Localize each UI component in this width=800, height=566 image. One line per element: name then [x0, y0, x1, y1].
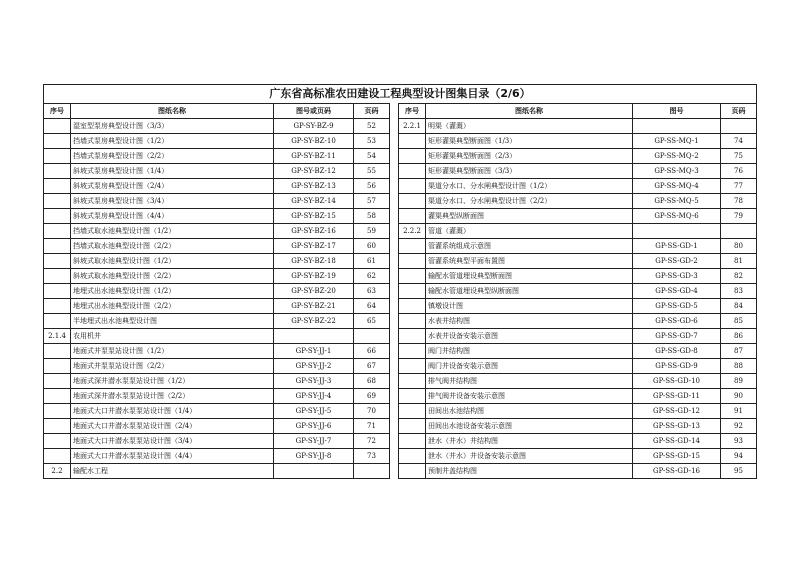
drawing-code: GP-SS-GD-12 [633, 404, 721, 419]
page-number: 93 [721, 434, 757, 449]
page-number: 78 [721, 194, 757, 209]
table-row [399, 434, 757, 449]
drawing-name: 斜坡式取水池典型设计图（2/2） [71, 269, 274, 284]
row-number [44, 374, 71, 389]
drawing-name: 挡墙式取水池典型设计图（2/2） [71, 239, 274, 254]
drawing-name: 明渠（灌溉） [426, 119, 633, 134]
catalog-sheet [43, 84, 757, 479]
drawing-name: 地面式大口井潜水泵泵站设计图（2/4） [71, 419, 274, 434]
row-number [44, 134, 71, 149]
drawing-code: GP-SS-GD-7 [633, 329, 721, 344]
header-name: 图纸名称 [71, 104, 274, 119]
drawing-name: 地埋式出水池典型设计图（2/2） [71, 299, 274, 314]
table-row [44, 344, 390, 359]
row-number [44, 389, 71, 404]
drawing-name: 输配水管道埋设典型纵断面图 [426, 284, 633, 299]
drawing-code: GP-SY-JJ-1 [274, 344, 354, 359]
page-number: 91 [721, 404, 757, 419]
drawing-name: 地面式深井潜水泵泵站设计图（2/2） [71, 389, 274, 404]
row-number [44, 119, 71, 134]
drawing-code: GP-SS-GD-8 [633, 344, 721, 359]
drawing-name: 地面式大口井潜水泵泵站设计图（4/4） [71, 449, 274, 464]
page-number: 75 [721, 149, 757, 164]
row-number [44, 314, 71, 329]
row-number [399, 449, 426, 464]
table-row [399, 284, 757, 299]
table-row [44, 389, 390, 404]
drawing-name: 斜坡式泵房典型设计图（3/4） [71, 194, 274, 209]
drawing-code: GP-SS-GD-4 [633, 284, 721, 299]
drawing-name: 渠道分水口、分水闸典型设计图（1/2） [426, 179, 633, 194]
row-number [399, 374, 426, 389]
row-number [44, 254, 71, 269]
drawing-code: GP-SY-BZ-20 [274, 284, 354, 299]
row-number: 2.2.1 [399, 119, 426, 134]
table-row [399, 164, 757, 179]
drawing-name: 管道（灌溉） [426, 224, 633, 239]
drawing-code: GP-SS-GD-15 [633, 449, 721, 464]
drawing-name: 挡墙式泵房典型设计图（1/2） [71, 134, 274, 149]
drawing-code: GP-SS-MQ-3 [633, 164, 721, 179]
drawing-code: GP-SY-JJ-8 [274, 449, 354, 464]
drawing-code: GP-SS-MQ-1 [633, 134, 721, 149]
page-number: 86 [721, 329, 757, 344]
table-row [399, 179, 757, 194]
drawing-name: 排气阀井结构图 [426, 374, 633, 389]
row-number [399, 179, 426, 194]
right-header-row [399, 104, 757, 119]
drawing-name: 矩形灌渠典型断面图（3/3） [426, 164, 633, 179]
row-number [44, 269, 71, 284]
page-number: 54 [354, 149, 390, 164]
table-row [399, 239, 757, 254]
row-number [44, 449, 71, 464]
table-row [399, 209, 757, 224]
drawing-code: GP-SS-GD-1 [633, 239, 721, 254]
drawing-name: 阀门井结构图 [426, 344, 633, 359]
drawing-code: GP-SY-BZ-15 [274, 209, 354, 224]
drawing-name: 斜坡式泵房典型设计图（1/4） [71, 164, 274, 179]
right-catalog-table [398, 103, 757, 479]
drawing-code: GP-SS-MQ-5 [633, 194, 721, 209]
table-row [399, 374, 757, 389]
table-row [399, 464, 757, 479]
drawing-name: 地面式井泵泵站设计图（1/2） [71, 344, 274, 359]
page-number: 68 [354, 374, 390, 389]
page-number: 67 [354, 359, 390, 374]
page-number [354, 464, 390, 479]
row-number [399, 299, 426, 314]
drawing-code: GP-SY-JJ-2 [274, 359, 354, 374]
drawing-code [274, 329, 354, 344]
table-row [44, 329, 390, 344]
row-number [44, 299, 71, 314]
row-number [44, 194, 71, 209]
row-number [44, 179, 71, 194]
drawing-code: GP-SY-BZ-13 [274, 179, 354, 194]
row-number [44, 164, 71, 179]
page-number: 69 [354, 389, 390, 404]
table-row [399, 359, 757, 374]
row-number [44, 149, 71, 164]
row-number [44, 359, 71, 374]
drawing-name: 地埋式出水池典型设计图（1/2） [71, 284, 274, 299]
drawing-name: 湿室型泵房典型设计图（3/3） [71, 119, 274, 134]
row-number [44, 419, 71, 434]
table-row [44, 314, 390, 329]
row-number [399, 344, 426, 359]
page-number: 84 [721, 299, 757, 314]
page-number: 62 [354, 269, 390, 284]
drawing-code [633, 119, 721, 134]
drawing-name: 斜坡式取水池典型设计图（1/2） [71, 254, 274, 269]
drawing-code: GP-SS-GD-3 [633, 269, 721, 284]
row-number [399, 329, 426, 344]
page-number: 70 [354, 404, 390, 419]
page-number: 95 [721, 464, 757, 479]
table-row [44, 209, 390, 224]
table-row [399, 404, 757, 419]
drawing-name: 管灌系统典型平面布置图 [426, 254, 633, 269]
table-row [44, 149, 390, 164]
drawing-code: GP-SY-JJ-6 [274, 419, 354, 434]
page-number: 79 [721, 209, 757, 224]
drawing-name: 水表井设备安装示意图 [426, 329, 633, 344]
drawing-name: 矩形灌渠典型断面图（2/3） [426, 149, 633, 164]
row-number [399, 464, 426, 479]
drawing-code: GP-SY-JJ-3 [274, 374, 354, 389]
table-row [44, 119, 390, 134]
row-number [44, 404, 71, 419]
drawing-code [274, 464, 354, 479]
drawing-name: 田间出水池结构图 [426, 404, 633, 419]
page-number: 71 [354, 419, 390, 434]
table-row [44, 239, 390, 254]
drawing-code: GP-SS-GD-11 [633, 389, 721, 404]
row-number [44, 239, 71, 254]
table-row [44, 299, 390, 314]
table-row [44, 164, 390, 179]
header-page: 页码 [721, 104, 757, 119]
drawing-code: GP-SS-MQ-6 [633, 209, 721, 224]
drawing-code: GP-SS-GD-6 [633, 314, 721, 329]
row-number [399, 194, 426, 209]
drawing-name: 地面式井泵泵站设计图（2/2） [71, 359, 274, 374]
header-code: 图号或页码 [274, 104, 354, 119]
page-number: 85 [721, 314, 757, 329]
drawing-code: GP-SS-GD-5 [633, 299, 721, 314]
row-number [399, 164, 426, 179]
table-row [44, 374, 390, 389]
page-number [721, 224, 757, 239]
table-row [44, 449, 390, 464]
row-number [399, 254, 426, 269]
page-number: 90 [721, 389, 757, 404]
drawing-name: 斜坡式泵房典型设计图（4/4） [71, 209, 274, 224]
table-row [399, 314, 757, 329]
drawing-name: 预制井盖结构图 [426, 464, 633, 479]
row-number [399, 134, 426, 149]
row-number [44, 344, 71, 359]
page-number: 72 [354, 434, 390, 449]
drawing-name: 地面式深井潜水泵泵站设计图（1/2） [71, 374, 274, 389]
row-number: 2.1.4 [44, 329, 71, 344]
drawing-name: 泄水（井水）井结构图 [426, 434, 633, 449]
drawing-code: GP-SY-BZ-11 [274, 149, 354, 164]
page-number: 83 [721, 284, 757, 299]
page-number: 82 [721, 269, 757, 284]
page-number: 56 [354, 179, 390, 194]
header-no: 序号 [44, 104, 71, 119]
page-number: 94 [721, 449, 757, 464]
page-number: 77 [721, 179, 757, 194]
header-no: 序号 [399, 104, 426, 119]
page-number: 65 [354, 314, 390, 329]
table-row [44, 269, 390, 284]
row-number [399, 434, 426, 449]
page-number: 61 [354, 254, 390, 269]
page-number: 87 [721, 344, 757, 359]
page-number: 66 [354, 344, 390, 359]
page-number: 88 [721, 359, 757, 374]
table-row [399, 389, 757, 404]
row-number [399, 389, 426, 404]
drawing-name: 农用机井 [71, 329, 274, 344]
drawing-code: GP-SY-BZ-21 [274, 299, 354, 314]
drawing-name: 地面式大口井潜水泵泵站设计图（1/4） [71, 404, 274, 419]
table-row [44, 134, 390, 149]
row-number [44, 224, 71, 239]
page-number: 60 [354, 239, 390, 254]
drawing-code: GP-SS-GD-10 [633, 374, 721, 389]
row-number [399, 209, 426, 224]
page-number: 76 [721, 164, 757, 179]
drawing-name: 水表井结构图 [426, 314, 633, 329]
table-row [399, 344, 757, 359]
drawing-code: GP-SY-JJ-4 [274, 389, 354, 404]
row-number [44, 434, 71, 449]
page-number: 55 [354, 164, 390, 179]
drawing-name: 地面式大口井潜水泵泵站设计图（3/4） [71, 434, 274, 449]
table-row [44, 179, 390, 194]
left-catalog-table [43, 103, 390, 479]
drawing-code: GP-SS-GD-2 [633, 254, 721, 269]
drawing-name: 输配水工程 [71, 464, 274, 479]
drawing-code: GP-SY-BZ-18 [274, 254, 354, 269]
drawing-code: GP-SY-BZ-17 [274, 239, 354, 254]
row-number [399, 239, 426, 254]
table-row [399, 134, 757, 149]
drawing-name: 矩形灌渠典型断面图（1/3） [426, 134, 633, 149]
page-number: 52 [354, 119, 390, 134]
drawing-name: 泄水（井水）井设备安装示意图 [426, 449, 633, 464]
table-row [399, 119, 757, 134]
page-number: 53 [354, 134, 390, 149]
row-number [44, 284, 71, 299]
table-row [399, 329, 757, 344]
drawing-code: GP-SY-JJ-7 [274, 434, 354, 449]
drawing-code: GP-SY-BZ-19 [274, 269, 354, 284]
row-number: 2.2.2 [399, 224, 426, 239]
page-number: 59 [354, 224, 390, 239]
row-number: 2.2 [44, 464, 71, 479]
table-row [44, 464, 390, 479]
drawing-name: 输配水管道埋设典型断面图 [426, 269, 633, 284]
table-row [399, 224, 757, 239]
drawing-code: GP-SS-GD-14 [633, 434, 721, 449]
drawing-code: GP-SS-MQ-2 [633, 149, 721, 164]
drawing-code [633, 224, 721, 239]
drawing-name: 阀门井设备安装示意图 [426, 359, 633, 374]
row-number [399, 359, 426, 374]
drawing-code: GP-SY-BZ-16 [274, 224, 354, 239]
drawing-code: GP-SY-BZ-10 [274, 134, 354, 149]
table-row [399, 419, 757, 434]
table-row [399, 299, 757, 314]
row-number [399, 404, 426, 419]
row-number [399, 419, 426, 434]
row-number [399, 149, 426, 164]
table-row [44, 254, 390, 269]
drawing-name: 挡墙式取水池典型设计图（1/2） [71, 224, 274, 239]
page-number: 89 [721, 374, 757, 389]
page-number: 63 [354, 284, 390, 299]
drawing-name: 灌渠典型纵断面图 [426, 209, 633, 224]
drawing-name: 镇墩设计图 [426, 299, 633, 314]
page-number: 74 [721, 134, 757, 149]
row-number [399, 284, 426, 299]
table-row [44, 284, 390, 299]
table-row [399, 269, 757, 284]
page-number: 80 [721, 239, 757, 254]
drawing-code: GP-SS-GD-9 [633, 359, 721, 374]
drawing-name: 半地埋式出水池典型设计图 [71, 314, 274, 329]
drawing-name: 渠道分水口、分水闸典型设计图（2/2） [426, 194, 633, 209]
page-number: 73 [354, 449, 390, 464]
drawing-name: 挡墙式泵房典型设计图（2/2） [71, 149, 274, 164]
table-row [399, 449, 757, 464]
drawing-code: GP-SY-BZ-22 [274, 314, 354, 329]
drawing-code: GP-SY-BZ-9 [274, 119, 354, 134]
header-page: 页码 [354, 104, 390, 119]
table-row [399, 194, 757, 209]
page-number: 81 [721, 254, 757, 269]
table-row [399, 149, 757, 164]
page-number [354, 329, 390, 344]
row-number [399, 269, 426, 284]
row-number [399, 314, 426, 329]
drawing-name: 斜坡式泵房典型设计图（2/4） [71, 179, 274, 194]
left-header-row [44, 104, 390, 119]
page-number: 57 [354, 194, 390, 209]
drawing-name: 管灌系统组成示意图 [426, 239, 633, 254]
catalog-title: 广东省高标准农田建设工程典型设计图集目录（2/6） [43, 84, 757, 103]
page-number: 92 [721, 419, 757, 434]
drawing-code: GP-SS-GD-13 [633, 419, 721, 434]
drawing-code: GP-SY-BZ-12 [274, 164, 354, 179]
drawing-name: 田间出水池设备安装示意图 [426, 419, 633, 434]
table-row [44, 194, 390, 209]
table-row [44, 419, 390, 434]
header-name: 图纸名称 [426, 104, 633, 119]
table-row [44, 404, 390, 419]
table-row [44, 359, 390, 374]
table-row [44, 224, 390, 239]
page-number: 58 [354, 209, 390, 224]
page-number: 64 [354, 299, 390, 314]
drawing-code: GP-SY-JJ-5 [274, 404, 354, 419]
table-row [399, 254, 757, 269]
page-number [721, 119, 757, 134]
drawing-code: GP-SY-BZ-14 [274, 194, 354, 209]
drawing-name: 排气阀井设备安装示意图 [426, 389, 633, 404]
table-row [44, 434, 390, 449]
row-number [44, 209, 71, 224]
drawing-code: GP-SS-GD-16 [633, 464, 721, 479]
header-code: 图号 [633, 104, 721, 119]
drawing-code: GP-SS-MQ-4 [633, 179, 721, 194]
